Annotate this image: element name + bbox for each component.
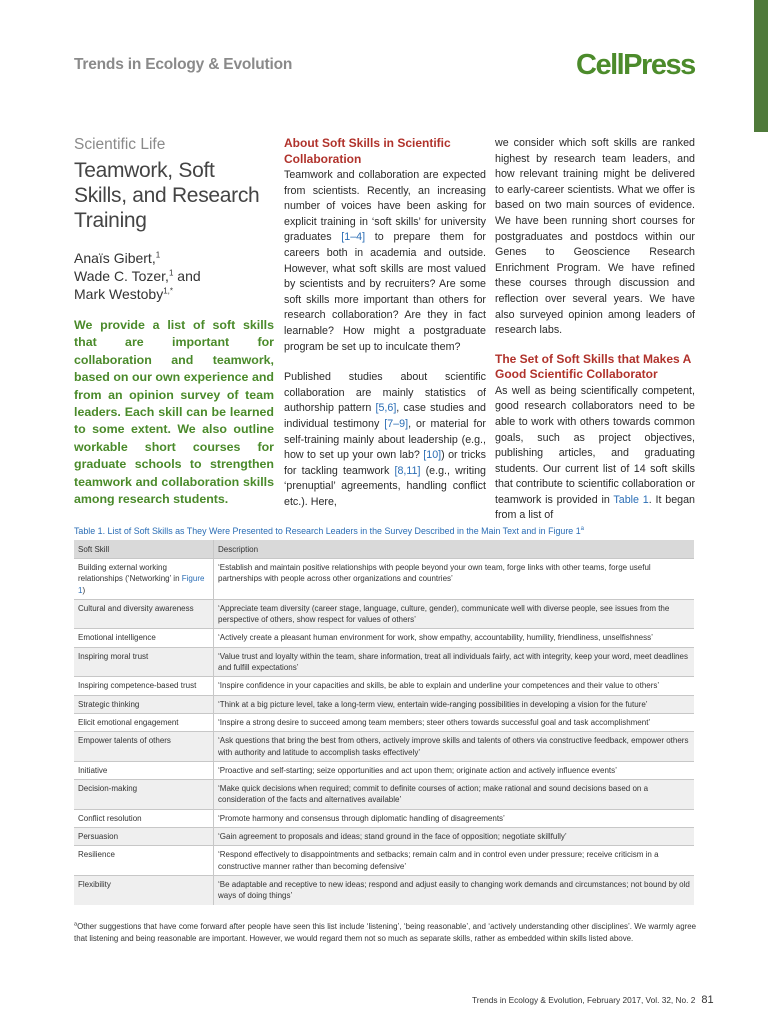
figure-link[interactable]: Figure 1: [78, 574, 205, 595]
author: Wade C. Tozer,$^1$ and: [74, 268, 201, 284]
citation-link[interactable]: [5,6]: [375, 402, 397, 415]
skill-cell: Emotional intelligence: [74, 629, 214, 647]
footer-citation: Trends in Ecology & Evolution, February 2017, Vol. 32, No. 2: [472, 995, 696, 1005]
table-row: [74, 599, 694, 629]
table-row: [74, 780, 694, 810]
column-header: Soft Skill: [74, 540, 214, 559]
page-footer: [472, 994, 714, 1006]
table-row: [74, 809, 694, 827]
table-row: [74, 695, 694, 713]
description-cell: ‘Respond effectively to disappointments and setbacks; remain calm and in control even under pressure; receive criticism in a constructive manner rather than becoming defensive’: [214, 846, 695, 876]
table-row: [74, 559, 694, 600]
column-header: Description: [214, 540, 695, 559]
table-link[interactable]: Table 1: [613, 493, 649, 506]
citation-link[interactable]: [7–9]: [384, 417, 409, 430]
table-row: [74, 875, 694, 904]
table-header-row: [74, 540, 694, 559]
skill-cell: Persuasion: [74, 828, 214, 846]
article-title: [74, 158, 274, 233]
skill-cell: Empower talents of others: [74, 732, 214, 762]
page-number: 81: [701, 994, 714, 1006]
skill-cell: Elicit emotional engagement: [74, 713, 214, 731]
description-cell: ‘Proactive and self-starting; seize opportunities and act upon them; originate action and actively influence events’: [214, 761, 695, 779]
author-list: [74, 249, 274, 303]
description-cell: ‘Ask questions that bring the best from others, actively improve skills and talents of others via constructive feedback, empower others with authority and latitude to accomplish tasks effectively’: [214, 732, 695, 762]
table-footnote: $^a$Other suggestions that have come forward after people have seen this list include ‘listening’, ‘being reasonable’, and ‘actively understanding other disciplines’. We warmly agree that listening and being reasonable are important. However, we would regard them not so much as separate skills, rather as embedded within skills listed above.: [74, 921, 696, 943]
skill-cell: Initiative: [74, 761, 214, 779]
author: Anaïs Gibert,$^1$: [74, 250, 161, 266]
description-cell: ‘Actively create a pleasant human environment for work, show empathy, accountability, humility, friendliness, unselfishness’: [214, 629, 695, 647]
table-row: [74, 846, 694, 876]
title-line: Teamwork, Soft: [74, 159, 215, 182]
column-3: [495, 136, 695, 524]
table-row: [74, 713, 694, 731]
section-heading: The Set of Soft Skills that Makes A Good Scientific Collaborator: [495, 351, 691, 382]
table-row: [74, 629, 694, 647]
description-cell: ‘Establish and maintain positive relationships with people beyond your own team, forge links with other teams, forge useful partnerships with people across other organizations and countries’: [214, 559, 695, 600]
skill-cell: Inspiring competence-based trust: [74, 677, 214, 695]
section-label: Scientific Life: [74, 136, 166, 153]
table-row: [74, 677, 694, 695]
skill-cell: Flexibility: [74, 875, 214, 904]
section-tab: [754, 0, 768, 132]
column-2: [284, 136, 486, 510]
paragraph: As well as being scientifically competent, good research collaborators need to be able to work with others towards common goals, such as project objectives, publishing articles, and graduating students. Our current list of 14 soft skills that contribute to scientific collaboration or teamwork is provided in Table 1. It began from a list of: [495, 384, 695, 522]
paragraph: Teamwork and collaboration are expected from scientists. Recently, an increasing number of voices have been asking for explicit training in ‘soft skills’ for university graduates [1–4] to prepare them for careers both in academia and outside. However, what soft skills are most valued by scientists and by recruiters? Are some soft skills more important than others for research collaboration? Are they in fact learnable? How might a postgraduate program be set up to inculcate them?: [284, 169, 486, 353]
table-row: [74, 761, 694, 779]
skill-cell: Building external working relationships (‘Networking’ in Figure 1): [74, 559, 214, 600]
title-line: Training: [74, 209, 147, 232]
skill-cell: Strategic thinking: [74, 695, 214, 713]
table-1: [74, 525, 694, 905]
description-cell: ‘Think at a big picture level, take a long-term view, entertain wide-ranging possibilities in developing a vision for the future’: [214, 695, 695, 713]
skill-cell: Resilience: [74, 846, 214, 876]
description-cell: ‘Appreciate team diversity (career stage, language, culture, gender), communicate well with diverse people, see issues from the perspective of others, show respect for values of others’: [214, 599, 695, 629]
journal-name: Trends in Ecology & Evolution: [74, 56, 293, 73]
skill-cell: Conflict resolution: [74, 809, 214, 827]
table-row: [74, 732, 694, 762]
paragraph: Published studies about scientific collaboration are mainly statistics of authorship pattern [5,6], case studies and individual testimony [7–9], or material for self-training mainly about leadership (e.g., how to set up your own lab? [10]) or tricks for tackling teamwork [8,11] (e.g., writing ‘prenuptial’ agreements, handling conflict etc.). Here,: [284, 371, 486, 508]
abstract: We provide a list of soft skills that are important for collaboration and teamwork, based on our own experience and from an opinion survey of team leaders. Each skill can be learned to some extent. We also outline workable short courses for graduate schools to strengthen teamwork and collaboration skills among research students.: [74, 318, 274, 507]
skill-cell: Cultural and diversity awareness: [74, 599, 214, 629]
cellpress-logo: CellPress: [576, 49, 695, 81]
description-cell: ‘Promote harmony and consensus through diplomatic handling of disagreements’: [214, 809, 695, 827]
table-caption: Table 1. List of Soft Skills as They Were Presented to Research Leaders in the Survey Described in the Main Text and in Figure 1$^a$: [74, 526, 584, 536]
description-cell: ‘Make quick decisions when required; commit to definite courses of action; make rational and sound decisions based on a consideration of the facts and alternatives available’: [214, 780, 695, 810]
description-cell: ‘Inspire a strong desire to succeed among team members; steer others towards successful goal and task accomplishment’: [214, 713, 695, 731]
citation-link[interactable]: [8,11]: [394, 464, 421, 477]
column-1: [74, 136, 274, 508]
paragraph: we consider which soft skills are ranked highest by research team leaders, and how relevant training might be delivered to early-career scientists. What we offer is based on two main sources of evidence. We have been running short courses for postgraduates and postdocs within our Genes to Geoscience Research Enrichment Program. We have refined these courses through discussion and reflection over several years. We have also surveyed opinion among leaders of research labs.: [495, 137, 695, 337]
citation-link[interactable]: [1–4]: [341, 231, 366, 244]
soft-skills-table: [74, 540, 694, 905]
description-cell: ‘Inspire confidence in your capacities and skills, be able to explain and underline your competences and their value to others’: [214, 677, 695, 695]
author: Mark Westoby$^{1,*}$: [74, 286, 174, 302]
description-cell: ‘Value trust and loyalty within the team, share information, treat all individuals fairly, act with integrity, keep your word, meet deadlines and fulfill expectations’: [214, 647, 695, 677]
description-cell: ‘Gain agreement to proposals and ideas; stand ground in the face of opposition; negotiate skillfully’: [214, 828, 695, 846]
skill-cell: Decision-making: [74, 780, 214, 810]
title-line: Skills, and Research: [74, 184, 260, 207]
skill-cell: Inspiring moral trust: [74, 647, 214, 677]
citation-link[interactable]: [10]: [423, 449, 442, 462]
table-row: [74, 828, 694, 846]
section-heading: About Soft Skills in Scientific Collaboration: [284, 136, 451, 166]
table-row: [74, 647, 694, 677]
description-cell: ‘Be adaptable and receptive to new ideas; respond and adjust easily to changing work demands and circumstances; not bound by old ways of doing things’: [214, 875, 695, 904]
